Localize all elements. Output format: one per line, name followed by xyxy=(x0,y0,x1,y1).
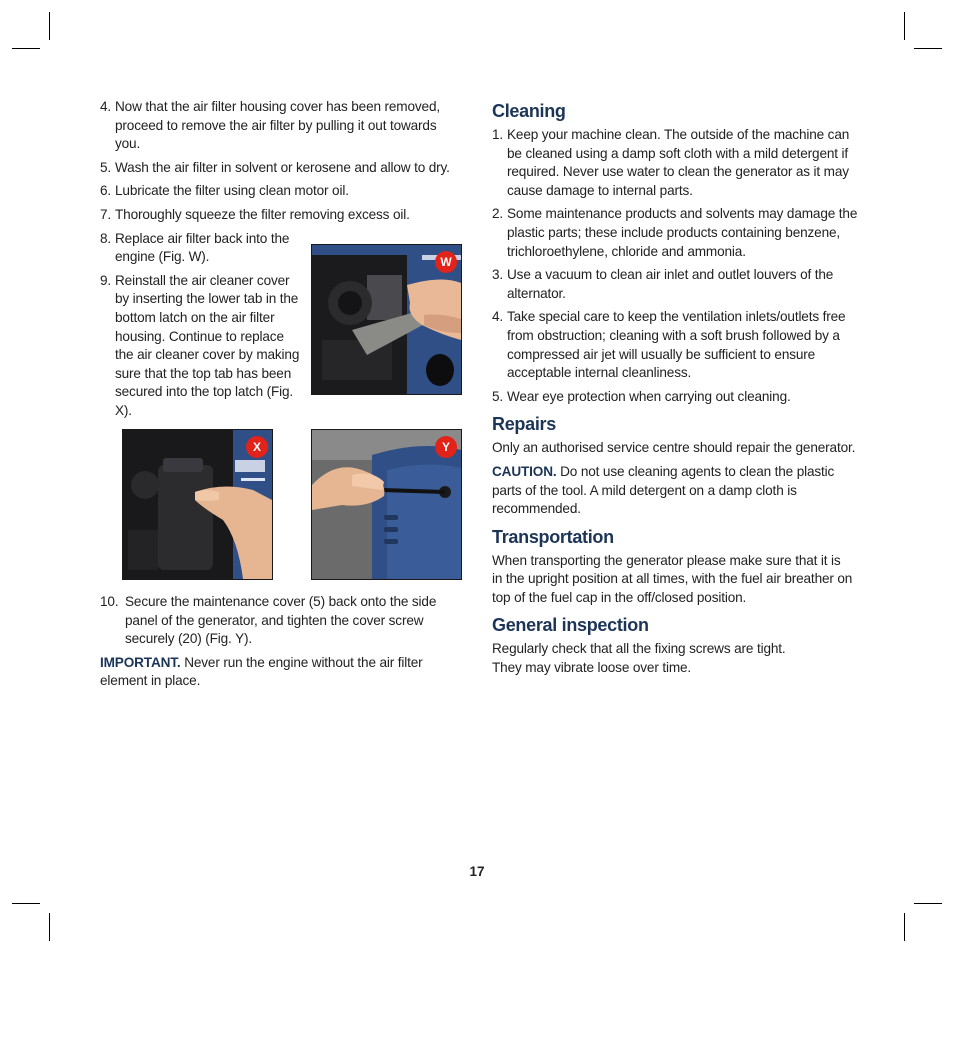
figure-y-photo xyxy=(311,429,462,580)
repairs-heading: Repairs xyxy=(492,414,556,435)
cleaning-text: Some maintenance products and solvents may damage the plastic parts; these include products containing benzene, trichloroethylene, chloride and ammonia. xyxy=(507,206,858,259)
crop-mark xyxy=(12,903,40,904)
step-text: Wash the air filter in solvent or kerosene and allow to dry. xyxy=(115,159,450,175)
repairs-text: Only an authorised service centre should repair the generator. xyxy=(492,440,856,456)
step-4: 4. Now that the air filter housing cover has been removed, proceed to remove the air filter by pulling it out towards you. xyxy=(100,99,440,152)
cleaning-text: Wear eye protection when carrying out cleaning. xyxy=(507,388,791,404)
transportation-text: When transporting the generator please make sure that it is in the upright position at all times, with the fuel air breather on top of the fuel cap in the off/closed position. xyxy=(492,552,853,605)
step-8: 8. Replace air filter back into the engine (Fig. W). xyxy=(100,230,290,265)
step-text: Reinstall the air cleaner cover by inserting the lower tab in the bottom latch on the air filter housing. Continue to replace the air cleaner cover by making sure that the top tab has been secured into the top latch (Fig. X). xyxy=(115,272,300,418)
crop-mark xyxy=(914,48,942,49)
caution-label: CAUTION. xyxy=(492,463,557,479)
step-text: Now that the air filter housing cover has been removed, proceed to remove the air filter by pulling it out towards you. xyxy=(115,99,440,152)
step-text: Lubricate the filter using clean motor oil. xyxy=(115,183,349,199)
figure-x-badge: X xyxy=(246,436,268,458)
cleaning-heading: Cleaning xyxy=(492,101,566,121)
caution-note xyxy=(492,463,840,519)
step-10: 10. Secure the maintenance cover (5) back onto the side panel of the generator, and tighten the cover screw securely (20) (Fig. Y). xyxy=(100,594,437,647)
inspection-line-1: Regularly check that all the fixing screws are tight. xyxy=(492,641,786,657)
important-note xyxy=(100,654,440,691)
figure-w-badge: W xyxy=(435,251,457,273)
cleaning-item-1: 1. Keep your machine clean. The outside of the machine can be cleaned using a damp soft cloth with a mild detergent if required. Never use water to clean the generator as it may cause damage to internal parts. xyxy=(492,127,850,198)
crop-mark xyxy=(49,913,50,941)
step-9: 9. Reinstall the air cleaner cover by inserting the lower tab in the bottom latch on the air filter housing. Continue to replace the air cleaner cover by making sure that the top tab has been secured into the top latch (Fig. X). xyxy=(100,272,300,418)
crop-mark xyxy=(12,48,40,49)
step-6: 6. Lubricate the filter using clean motor oil. xyxy=(100,183,349,199)
page-number: 17 xyxy=(469,864,485,879)
transportation-heading: Transportation xyxy=(492,526,614,547)
cleaning-text: Take special care to keep the ventilation inlets/outlets free from obstruction; cleaning with a soft brush followed by a compressed air jet will usually be sufficient to ensure acceptable internal cleanliness. xyxy=(507,309,846,381)
important-text: Never run the engine without the air filter element in place. xyxy=(100,654,423,689)
left-column-bottom xyxy=(100,593,450,696)
figure-x-photo xyxy=(122,429,273,580)
inspection-line-2: They may vibrate loose over time. xyxy=(492,660,692,676)
crop-mark xyxy=(904,12,905,40)
step-5: 5. Wash the air filter in solvent or kerosene and allow to dry. xyxy=(100,159,450,175)
figure-w-photo xyxy=(311,244,462,395)
cleaning-item-2: 2. Some maintenance products and solvents may damage the plastic parts; these include products containing benzene, trichloroethylene, chloride and ammonia. xyxy=(492,206,858,259)
right-column xyxy=(492,100,862,678)
cleaning-text: Keep your machine clean. The outside of the machine can be cleaned using a damp soft cloth with a mild detergent if required. Never use water to clean the generator as it may cause damage to internal parts. xyxy=(507,127,850,198)
crop-mark xyxy=(914,903,942,904)
crop-mark xyxy=(49,12,50,40)
cleaning-item-3: 3. Use a vacuum to clean air inlet and outlet louvers of the alternator. xyxy=(492,267,834,301)
figure-y-badge: Y xyxy=(435,436,457,458)
important-label: IMPORTANT. xyxy=(100,654,181,670)
step-text: Thoroughly squeeze the filter removing excess oil. xyxy=(115,206,410,222)
step-text: Replace air filter back into the engine (Fig. W). xyxy=(115,230,290,265)
cleaning-item-4: 4. Take special care to keep the ventilation inlets/outlets free from obstruction; cleaning with a soft brush followed by a compressed air jet will usually be sufficient to ensure acceptable internal cleanliness. xyxy=(492,309,846,381)
general-inspection-heading: General inspection xyxy=(492,615,649,636)
cleaning-text: Use a vacuum to clean air inlet and outlet louvers of the alternator. xyxy=(507,267,834,301)
step-text: Secure the maintenance cover (5) back onto the side panel of the generator, and tighten the cover screw securely (20) (Fig. Y). xyxy=(125,594,437,647)
cleaning-item-5: 5. Wear eye protection when carrying out cleaning. xyxy=(492,388,791,404)
crop-mark xyxy=(904,913,905,941)
caution-text: Do not use cleaning agents to clean the plastic parts of the tool. A mild detergent on a damp cloth is recommended. xyxy=(492,463,835,517)
step-7: 7. Thoroughly squeeze the filter removing excess oil. xyxy=(100,206,410,222)
